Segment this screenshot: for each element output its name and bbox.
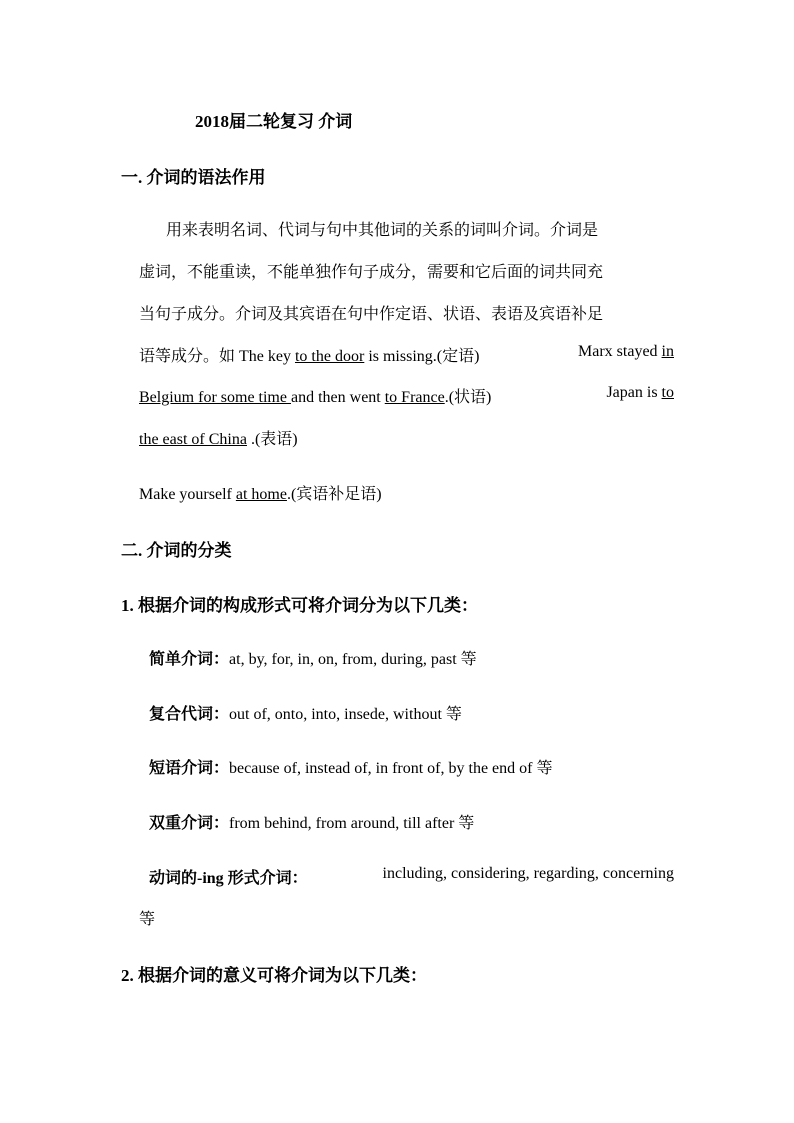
list-item [149,755,552,778]
list-item [149,865,674,888]
list-item [149,701,462,724]
para-line-5 [139,384,674,407]
item-label: 动词的-ing 形式介词： [149,870,308,887]
line4-text-1: 语等成分。如 The key [139,348,295,365]
line5-text-1: and then went [290,389,385,406]
line5-left [139,384,491,407]
item-text: from behind, from around, till after 等 [229,815,475,832]
item-label: 短语介词： [149,760,230,777]
item-text: including, considering, regarding, concerning [382,865,674,882]
list-item [149,810,474,833]
example-in: in [661,343,674,360]
line5-right [606,384,674,407]
line4-right [578,343,674,366]
example-to-the-door: to the door [294,348,365,365]
list-item [149,646,477,669]
section2-heading: 二. 介词的分类 [121,541,232,560]
line5-text-2: .(状语) [444,389,492,406]
line6-text-1: .(表语) [246,431,298,448]
item-text: out of, onto, into, insede, without 等 [229,706,462,723]
document-title: 2018届二轮复习 介词 [195,112,353,131]
section1-heading: 一. 介词的语法作用 [121,168,266,187]
line7-text-2: .(宾语补足语) [286,486,382,503]
line4-text-2: is missing.(定语) [364,348,480,365]
list-item-continuation: 等 [139,911,156,928]
item-text: because of, instead of, in front of, by the end of 等 [229,760,553,777]
example-belgium: Belgium for some time [139,389,291,406]
item-label: 双重介词： [149,815,230,832]
para-line-7 [139,481,382,504]
subsection-2-heading: 2. 根据介词的意义可将介词为以下几类： [121,966,427,985]
example-to-france: to France [384,389,445,406]
example-to: to [661,384,674,401]
item-text: at, by, for, in, on, from, during, past 等 [229,651,477,668]
line7-text-1: Make yourself [139,486,236,503]
example-east-of-china: the east of China [139,431,247,448]
para-line-1: 用来表明名词、代词与句中其他词的关系的词叫介词。介词是 [166,222,599,239]
para-line-6 [139,426,298,449]
subsection-1-heading: 1. 根据介词的构成形式可将介词分为以下几类： [121,596,478,615]
para-line-2: 虚词，不能重读，不能单独作句子成分，需要和它后面的词共同充 [139,264,604,281]
line4-text-3: Marx stayed [578,343,662,360]
para-line-3: 当句子成分。介词及其宾语在句中作定语、状语、表语及宾语补足 [139,306,604,323]
line4-left [139,343,479,366]
para-line-4 [139,343,674,366]
example-at-home: at home [235,486,287,503]
line5-text-3: Japan is [606,384,662,401]
item-label: 复合代词： [149,706,230,723]
item-label: 简单介词： [149,651,230,668]
